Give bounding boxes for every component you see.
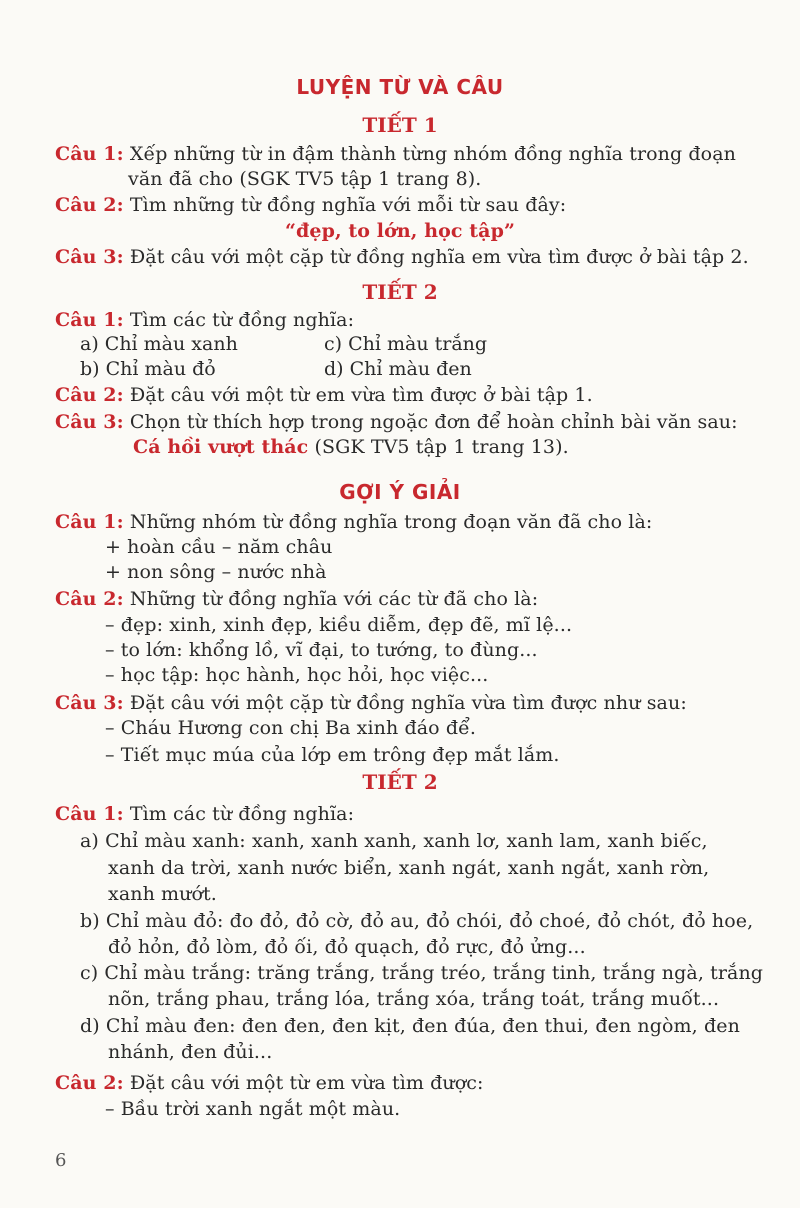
answer-a-line-2: xanh da trời, xanh nước biển, xanh ngát, xanh ngắt, xanh rờn, [108,857,710,879]
answer-2-item: – Bầu trời xanh ngắt một màu. [105,1098,401,1120]
answer-text: Đặt câu với một cặp từ đồng nghĩa vừa tìm được như sau: [129,692,687,714]
option-d: d) Chỉ màu đen [324,358,472,380]
question-label: Câu 1: [55,803,124,825]
question-label: Câu 3: [55,692,124,714]
question-label: Câu 3: [55,411,124,433]
exercise-1-line-1 [55,142,736,166]
question-label: Câu 2: [55,194,124,216]
question-label: Câu 1: [55,309,124,331]
answer-2 [55,1071,484,1095]
answer-c-line-2: nõn, trắng phau, trắng lóa, trắng xóa, trắng toát, trắng muốt... [108,988,720,1010]
exercise-2-words: “đẹp, to lớn, học tập” [285,220,515,242]
page-title: LUYỆN TỪ VÀ CÂU [296,75,504,99]
answer-2 [55,587,538,611]
section-heading-tiet-2-answers: TIẾT 2 [362,770,438,794]
answer-text: Đặt câu với một từ em vừa tìm được: [129,1072,484,1094]
answer-text: Những từ đồng nghĩa với các từ đã cho là: [129,588,539,610]
exercise-2 [55,383,593,407]
answer-1 [55,802,354,826]
story-title: Cá hồi vượt thác [133,436,309,458]
question-text: Đặt câu với một từ em vừa tìm được ở bài tập 1. [129,384,593,406]
question-label: Câu 2: [55,588,124,610]
answer-3-item: – Tiết mục múa của lớp em trông đẹp mắt lắm. [105,744,560,766]
question-text: Chọn từ thích hợp trong ngoặc đơn để hoàn chỉnh bài văn sau: [129,411,738,433]
question-label: Câu 2: [55,384,124,406]
answers-heading: GỢI Ý GIẢI [339,480,461,504]
exercise-3 [55,410,738,434]
question-label: Câu 3: [55,246,124,268]
answer-2-item: – học tập: học hành, học hỏi, học việc... [105,664,489,686]
question-text: Tìm những từ đồng nghĩa với mỗi từ sau đây: [129,194,567,216]
answer-2-item: – to lớn: khổng lồ, vĩ đại, to tướng, to đùng... [105,639,538,661]
question-label: Câu 2: [55,1072,124,1094]
answer-3 [55,691,687,715]
question-text: Xếp những từ in đậm thành từng nhóm đồng nghĩa trong đoạn [129,143,736,165]
section-heading-tiet-1: TIẾT 1 [362,113,438,137]
answer-d-line-2: nhánh, đen đủi... [108,1041,273,1063]
question-text: Tìm các từ đồng nghĩa: [129,309,355,331]
option-b: b) Chỉ màu đỏ [80,358,216,380]
option-a: a) Chỉ màu xanh [80,333,238,355]
answer-text: Những nhóm từ đồng nghĩa trong đoạn văn đã cho là: [129,511,653,533]
question-label: Câu 1: [55,511,124,533]
answer-a-line-1: a) Chỉ màu xanh: xanh, xanh xanh, xanh lơ, xanh lam, xanh biếc, [80,830,708,852]
answer-b-line-1: b) Chỉ màu đỏ: đo đỏ, đỏ cờ, đỏ au, đỏ chói, đỏ choé, đỏ chót, đỏ hoe, [80,910,754,932]
exercise-1 [55,308,354,332]
answer-c-line-1: c) Chỉ màu trắng: trăng trắng, trắng tréo, trắng tinh, trắng ngà, trắng [80,962,764,984]
exercise-3 [55,245,749,269]
answer-1-item: + non sông – nước nhà [105,561,327,583]
option-c: c) Chỉ màu trắng [324,333,488,355]
answer-d-line-1: d) Chỉ màu đen: đen đen, đen kịt, đen đúa, đen thui, đen ngòm, đen [80,1015,740,1037]
story-reference: (SGK TV5 tập 1 trang 13). [314,436,569,458]
page-number: 6 [55,1150,67,1171]
question-label: Câu 1: [55,143,124,165]
answer-3-item: – Cháu Hương con chị Ba xinh đáo để. [105,717,477,739]
answer-1-item: + hoàn cầu – năm châu [105,536,333,558]
answer-text: Tìm các từ đồng nghĩa: [129,803,355,825]
section-heading-tiet-2: TIẾT 2 [362,280,438,304]
exercise-2 [55,193,566,217]
answer-b-line-2: đỏ hỏn, đỏ lòm, đỏ ối, đỏ quạch, đỏ rực, đỏ ửng... [108,936,586,958]
answer-1 [55,510,652,534]
question-text: Đặt câu với một cặp từ đồng nghĩa em vừa tìm được ở bài tập 2. [129,246,749,268]
answer-2-item: – đẹp: xinh, xinh đẹp, kiều diễm, đẹp đẽ, mĩ lệ... [105,614,573,636]
exercise-3-reference [133,435,569,459]
answer-a-line-3: xanh mướt. [108,883,217,905]
exercise-1-line-2: văn đã cho (SGK TV5 tập 1 trang 8). [128,168,482,190]
